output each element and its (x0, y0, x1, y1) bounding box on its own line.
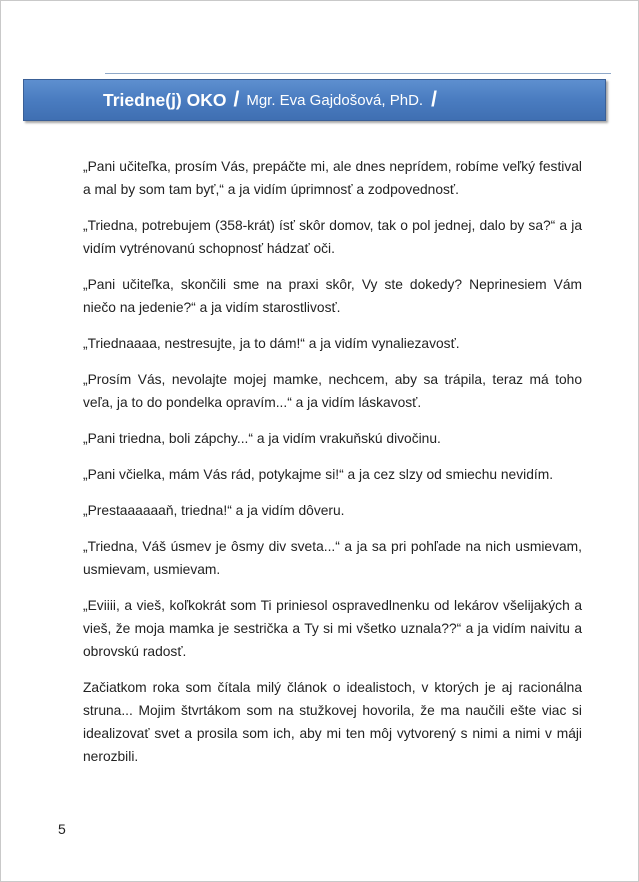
article-body (83, 155, 582, 781)
paragraph: „Triednaaaa, nestresujte, ja to dám!“ a ja vidím vynaliezavosť. (83, 336, 460, 351)
paragraph: „Prosím Vás, nevolajte mojej mamke, nechcem, aby sa trápila, teraz má toho veľa, ja to do pondelka opravím...“ a ja vidím láskavosť. (83, 372, 582, 410)
paragraph: „Prestaaaaaaň, triedna!“ a ja vidím dôveru. (83, 503, 345, 518)
paragraph: „Pani učiteľka, skončili sme na praxi skôr, Vy ste dokedy? Neprinesiem Vám niečo na jedenie?“ a ja vidím starostlivosť. (83, 277, 582, 315)
article-author: Mgr. Eva Gajdošová, PhD. (246, 91, 424, 109)
header-rule (105, 73, 611, 74)
title-separator: / (233, 88, 240, 111)
article-title: Triedne(j) OKO (103, 89, 227, 110)
paragraph: „Pani učiteľka, prosím Vás, prepáčte mi, ale dnes neprídem, robíme veľký festival a mal by som tam byť,“ a ja vidím úprimnosť a zodpovednosť. (83, 159, 582, 197)
paragraph: „Pani včielka, mám Vás rád, potykajme si!“ a ja cez slzy od smiechu nevidím. (83, 467, 554, 482)
paragraph: Začiatkom roka som čítala milý článok o idealistoch, v ktorých je aj racionálna struna... Mojim štvrtákom som na stužkovej hovorila, že ma naučili ešte viac si idealizovať svet a prosila som ich, aby mi ten môj vytvorený s nimi a nimi v máji nerozbili. (83, 680, 582, 764)
title-end-separator: / (431, 88, 437, 111)
paragraph: „Triedna, Váš úsmev je ôsmy div sveta...“ a ja sa pri pohľade na nich usmievam, usmievam, usmievam. (83, 539, 582, 577)
paragraph: „Eviiii, a vieš, koľkokrát som Ti priniesol ospravedlnenku od lekárov všelijakých a vieš, že moja mamka je sestrička a Ty si mi všetko uznala??“ a ja vidím naivitu a obrovskú radosť. (83, 598, 582, 659)
paragraph: „Triedna, potrebujem (358-krát) ísť skôr domov, tak o pol jednej, dalo by sa?“ a ja vidím vytrénovanú schopnosť hádzať oči. (83, 218, 582, 256)
title-banner (23, 79, 606, 121)
page-number: 5 (58, 821, 66, 837)
paragraph: „Pani triedna, boli zápchy...“ a ja vidím vrakuňskú divočinu. (83, 431, 441, 446)
